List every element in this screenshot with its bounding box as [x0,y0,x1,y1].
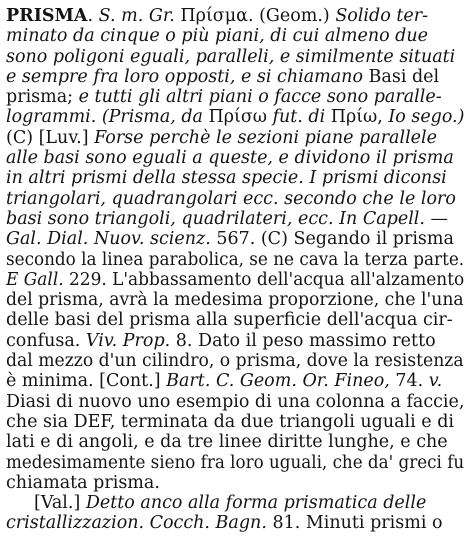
entry-line [6,189,464,209]
entry-text: Diasi di nuovo uno esempio di una colonna a faccie, [6,391,465,412]
entry-text: v. [428,371,443,392]
entry-text: 81. Minuti prismi o [266,513,443,534]
dictionary-entry-prisma [6,6,464,534]
entry-text: lati e di angoli, e da tre linee diritte lunghe, e che [6,432,448,453]
entry-text: delle basi del prisma alla superficie dell'acqua cir- [6,310,453,331]
entry-text: basi sono triangoli, quadrilateri, ecc. In Capell. [6,208,425,229]
entry-line [6,209,464,229]
entry-line [6,47,464,67]
entry-text: Basi del [362,66,440,87]
entry-line [6,432,464,452]
entry-text: e sempre fra loro opposti, e si chiamano [6,66,363,87]
entry-line [6,351,464,372]
entry-text: triangolari, quadrangolari ecc. secondo che le loro [6,188,456,209]
entry-text: E Gall. [6,269,64,290]
entry-line [6,87,464,107]
entry-text: Bart. C. Geom. Or. Fineo, [166,371,390,392]
entry-text: prisma; [6,87,79,108]
entry-line [6,168,464,188]
entry-text: Viv. Prop. [85,330,171,351]
entry-text: confusa. [6,330,86,351]
entry-text: è minima. [Cont.] [6,371,167,392]
entry-headword: PRISMA [6,6,88,26]
entry-line [6,371,464,391]
entry-text: 567. (C) Segando il prisma [210,229,454,250]
entry-text: — [424,208,449,229]
entry-line [6,493,464,513]
entry-text: sono poligoni eguali, paralleli, e similmente situati [6,46,456,67]
entry-text: 229. L'abbassamento dell'acqua all'alzamento [63,269,465,290]
entry-text: cristallizzazion. Cocch. Bagn. [6,513,267,534]
entry-text: dal mezzo d'un cilindro, o prisma, dove la resistenza [6,351,464,372]
entry-line [6,392,463,412]
entry-line [6,148,464,168]
entry-text: Πρίσω [208,107,268,128]
entry-text: che sia DEF, terminata da due triangoli uguali e di [6,411,455,432]
entry-line [6,67,464,87]
entry-line [6,107,463,127]
entry-text: Gal. Dial. Nuov. scienz. [6,229,211,250]
entry-line [6,473,464,493]
entry-text: Forse perchè le sezioni piane parallele [94,127,437,148]
entry-text: 74. [389,371,429,392]
entry-text: e tutti gli altri piani o facce sono paralle- [78,87,442,108]
entry-line [6,452,465,473]
entry-text: in altri prismi della stessa specie. I prismi diconsi [6,168,447,189]
entry-text: fut. di [267,107,331,128]
entry-line [6,412,464,432]
entry-text: Io sego.) [382,107,465,128]
entry-line [6,269,465,290]
entry-text: medesimamente sieno fra loro uguali, che da' greci fu [6,452,465,473]
entry-text: alle basi sono eguali a queste, e dividono il prisma [6,148,454,169]
entry-text: secondo la linea parabolica, se ne cava la terza parte. [6,249,465,270]
entry-line [6,331,464,351]
entry-line [6,229,464,249]
entry-text: logrammi. (Prisma, da [6,107,209,128]
entry-line [6,6,464,26]
entry-line [6,26,464,46]
entry-text: (C) [Luv.] [6,127,95,148]
entry-text: minato da cinque o più piani, di cui almeno due [6,26,429,47]
entry-text: Πρίω, [330,107,383,128]
entry-line [6,128,464,148]
entry-text: Detto anco alla forma prismatica delle [85,493,427,514]
entry-text: Solido ter- [335,6,428,26]
entry-line [6,249,465,270]
entry-text: 8. Dato il peso massimo retto [170,330,436,351]
entry-line [6,310,464,330]
entry-text: S. m. Gr. [98,6,175,26]
entry-line [6,290,464,311]
entry-text: . [87,6,99,26]
entry-text: [Val.] [34,493,86,514]
entry-line [6,513,464,533]
entry-text: del prisma, avrà la medesima proporzione, che l'una [6,290,464,311]
entry-text: Πρίσμα. (Geom.) [174,6,336,26]
entry-text: chiamata prisma. [6,472,160,493]
